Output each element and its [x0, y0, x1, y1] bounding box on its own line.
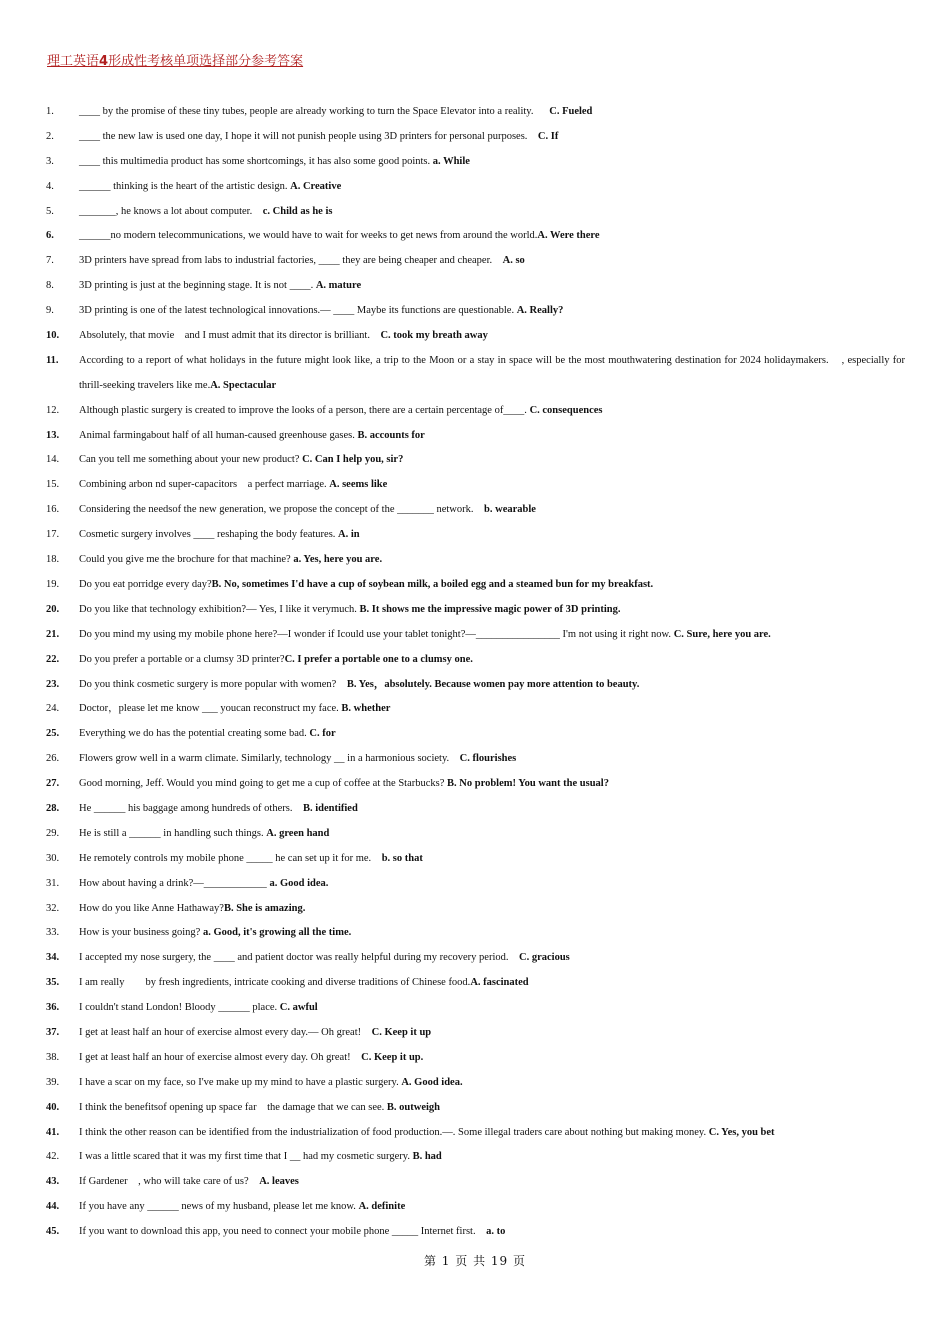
- question-item: [0, 175, 950, 200]
- question-answer: B. No problem! You want the usual?: [447, 778, 609, 790]
- question-answer: C. If: [537, 130, 559, 142]
- question-item: [0, 673, 950, 698]
- question-item: [0, 424, 950, 449]
- question-number: 2.: [46, 130, 54, 142]
- question-number: 35.: [46, 977, 60, 989]
- question-stem: I get at least half an hour of exercise almost every day. Oh great!: [79, 1051, 362, 1063]
- question-number: 26.: [46, 753, 60, 765]
- question-item: [0, 1121, 950, 1146]
- question-stem: I am really by fresh ingredients, intricate cooking and diverse traditions of Chinese food.: [79, 977, 471, 989]
- question-item: [0, 921, 950, 946]
- question-answer: A. Really?: [516, 305, 564, 317]
- question-number: 33.: [46, 927, 60, 939]
- question-answer: A. Creative: [290, 180, 342, 192]
- question-number: 7.: [46, 255, 54, 267]
- question-answer: A. leaves: [259, 1176, 299, 1188]
- question-answer: A. definite: [358, 1201, 406, 1213]
- question-item: [0, 523, 950, 548]
- question-item: [0, 946, 950, 971]
- question-text: [79, 598, 905, 623]
- question-number: 4.: [46, 180, 54, 192]
- question-stem: How is your business going?: [79, 927, 203, 939]
- question-stem: Could you give me the brochure for that machine?: [79, 554, 294, 566]
- question-number: 13.: [46, 429, 60, 441]
- question-item: [0, 125, 950, 150]
- question-number: 1.: [46, 106, 54, 117]
- question-stem: ______ thinking is the heart of the artistic design.: [79, 180, 291, 192]
- question-answer: A. Were there: [537, 230, 600, 242]
- question-item: [0, 200, 950, 225]
- question-text: [79, 722, 905, 747]
- question-number: 21.: [46, 628, 60, 640]
- question-answer: C. Keep it up.: [361, 1051, 424, 1063]
- question-number: 25.: [46, 728, 60, 740]
- question-item: [0, 598, 950, 623]
- question-text: [79, 573, 905, 598]
- question-item: [0, 548, 950, 573]
- question-number: 8.: [46, 280, 54, 292]
- question-answer: C. I prefer a portable one to a clumsy one.: [284, 653, 473, 665]
- question-answer: A. green hand: [266, 827, 330, 839]
- question-stem: He is still a ______ in handling such things.: [79, 827, 267, 839]
- question-answer: C. Keep it up: [371, 1026, 432, 1038]
- question-number: 5.: [46, 205, 54, 217]
- question-answer: a. Good idea.: [269, 877, 329, 889]
- question-item: [0, 1071, 950, 1096]
- question-text: [79, 1071, 905, 1096]
- page-title: [47, 50, 303, 69]
- question-number: 23.: [46, 678, 60, 690]
- question-answer: A. seems like: [329, 479, 388, 491]
- question-item: [0, 349, 950, 399]
- question-number: 19.: [46, 578, 60, 590]
- question-number: 45.: [46, 1226, 60, 1238]
- question-item: [0, 399, 950, 424]
- question-text: [79, 1220, 905, 1245]
- page-footer: [0, 1252, 950, 1269]
- question-answer: B. It shows me the impressive magic power of 3D printing.: [359, 603, 621, 615]
- question-text: [79, 1121, 905, 1146]
- question-text: [79, 125, 905, 150]
- question-stem: Flowers grow well in a warm climate. Similarly, technology __ in a harmonious society.: [79, 753, 460, 765]
- question-text: [79, 349, 905, 399]
- question-number: 37.: [46, 1026, 60, 1038]
- question-stem: I was a little scared that it was my first time that I __ had my cosmetic surgery.: [79, 1151, 413, 1163]
- question-stem: Do you mind my using my mobile phone here?—I wonder if Icould use your tablet tonight?—________________ I'm not using it right now.: [79, 628, 674, 640]
- question-stem: ____ this multimedia product has some shortcomings, it has also some good points.: [79, 155, 433, 167]
- question-stem: Do you think cosmetic surgery is more popular with women?: [79, 678, 347, 690]
- question-number: 39.: [46, 1076, 60, 1088]
- question-text: [79, 971, 905, 996]
- question-number: 6.: [46, 230, 54, 242]
- question-item: [0, 1220, 950, 1245]
- question-item: [0, 697, 950, 722]
- question-answer: C. Fueled: [549, 106, 593, 117]
- question-text: [79, 1145, 905, 1170]
- question-text: [79, 747, 905, 772]
- question-stem: _______, he knows a lot about computer.: [79, 205, 263, 217]
- question-text: [79, 424, 905, 449]
- question-item: [0, 299, 950, 324]
- question-item: [0, 872, 950, 897]
- question-number: 11.: [46, 354, 59, 366]
- question-text: [79, 299, 905, 324]
- question-stem: Absolutely, that movie and I must admit that its director is brilliant.: [79, 330, 381, 342]
- question-number: 20.: [46, 603, 60, 615]
- question-item: [0, 573, 950, 598]
- question-item: [0, 772, 950, 797]
- question-text: [79, 1170, 905, 1195]
- question-text: [79, 772, 905, 797]
- question-answer: A. so: [502, 255, 525, 267]
- question-item: [0, 797, 950, 822]
- question-answer: C. Yes, you bet: [708, 1126, 775, 1138]
- question-number: 9.: [46, 305, 54, 317]
- question-text: [79, 673, 905, 698]
- question-answer: C. for: [309, 728, 336, 740]
- question-number: 42.: [46, 1151, 60, 1163]
- footer-page-number: 1: [441, 1254, 451, 1268]
- question-item: [0, 996, 950, 1021]
- question-stem: Can you tell me something about your new product?: [79, 454, 303, 466]
- question-answer: a. Good, it's growing all the time.: [202, 927, 352, 939]
- question-number: 38.: [46, 1051, 60, 1063]
- question-number: 16.: [46, 504, 60, 516]
- question-answer: B. No, sometimes I'd have a cup of soybean milk, a boiled egg and a steamed bun for my breakfast.: [211, 578, 654, 590]
- question-item: [0, 847, 950, 872]
- question-number: 17.: [46, 529, 60, 541]
- question-stem: Do you eat porridge every day?: [79, 578, 212, 590]
- question-number: 44.: [46, 1201, 60, 1213]
- question-text: [79, 1021, 905, 1046]
- question-number: 32.: [46, 902, 60, 914]
- question-answer: C. took my breath away: [380, 330, 488, 342]
- title-number: 4: [99, 54, 109, 69]
- question-text: [79, 200, 905, 225]
- question-text: [79, 324, 905, 349]
- question-stem: ____ by the promise of these tiny tubes, people are already working to turn the Space Elevator into a reality.: [79, 106, 550, 117]
- question-answer: C. gracious: [519, 952, 570, 964]
- question-item: [0, 1046, 950, 1071]
- question-stem: I think the benefitsof opening up space far the damage that we can see.: [79, 1101, 387, 1113]
- question-text: [79, 946, 905, 971]
- question-number: 28.: [46, 802, 60, 814]
- question-item: [0, 747, 950, 772]
- question-answer: B. Yes，absolutely. Because women pay more attention to beauty.: [346, 678, 640, 690]
- question-item: [0, 897, 950, 922]
- question-number: 29.: [46, 827, 60, 839]
- question-text: [79, 249, 905, 274]
- question-stem: If you have any ______ news of my husband, please let me know.: [79, 1201, 359, 1213]
- question-stem: Although plastic surgery is created to improve the looks of a person, there are a certain percentage of____.: [79, 404, 530, 416]
- question-number: 15.: [46, 479, 60, 491]
- question-stem: I get at least half an hour of exercise almost every day.— Oh great!: [79, 1026, 372, 1038]
- question-number: 12.: [46, 404, 60, 416]
- question-answer: b. so that: [381, 852, 423, 864]
- question-number: 34.: [46, 952, 60, 964]
- question-text: [79, 399, 905, 424]
- question-item: [0, 822, 950, 847]
- question-text: [79, 1096, 905, 1121]
- question-answer: C. Can I help you, sir?: [302, 454, 404, 466]
- question-number: 43.: [46, 1176, 60, 1188]
- question-number: 3.: [46, 155, 54, 167]
- question-item: [0, 448, 950, 473]
- title-prefix: 理工英语: [47, 54, 100, 69]
- question-stem: If you want to download this app, you need to connect your mobile phone _____ Internet first.: [79, 1226, 487, 1238]
- question-text: [79, 100, 905, 125]
- question-stem: Animal farmingabout half of all human-caused greenhouse gases.: [79, 429, 358, 441]
- question-stem: ______no modern telecommunications, we would have to wait for weeks to get news from around the world.: [79, 230, 538, 242]
- question-stem: He ______ his baggage among hundreds of others.: [79, 802, 303, 814]
- question-item: [0, 971, 950, 996]
- question-answer: A. Good idea.: [401, 1076, 463, 1088]
- question-text: [79, 996, 905, 1021]
- question-number: 10.: [46, 330, 60, 342]
- question-stem: 3D printers have spread from labs to industrial factories, ____ they are being cheaper and cheaper.: [79, 255, 503, 267]
- question-item: [0, 623, 950, 648]
- question-number: 30.: [46, 852, 60, 864]
- question-answer: A. Spectacular: [210, 379, 277, 391]
- question-answer: a. to: [486, 1226, 506, 1238]
- question-stem: According to a report of what holidays in the future might look like, a trip to the Moon or a stay in space will be the most mouthwatering destination for 2024 holidaymakers. , especially for thrill-seeking travelers like me.: [79, 354, 905, 391]
- question-item: [0, 648, 950, 673]
- question-text: [79, 648, 905, 673]
- question-item: [0, 150, 950, 175]
- question-stem: Considering the needsof the new generation, we propose the concept of the _______ network.: [79, 504, 485, 516]
- question-stem: I think the other reason can be identified from the industrialization of food production.—. Some illegal traders care about nothing but making money.: [79, 1126, 709, 1138]
- question-answer: B. had: [412, 1151, 442, 1163]
- question-text: [79, 1046, 905, 1071]
- question-answer: B. outweigh: [386, 1101, 440, 1113]
- question-item: [0, 722, 950, 747]
- question-answer: B. identified: [302, 802, 358, 814]
- footer-label-pre: 第: [423, 1254, 437, 1268]
- question-item: [0, 249, 950, 274]
- question-list: [0, 100, 950, 1245]
- question-answer: a. Yes, here you are.: [293, 554, 383, 566]
- question-stem: Good morning, Jeff. Would you mind going to get me a cup of coffee at the Starbucks?: [79, 778, 448, 790]
- question-text: [79, 872, 905, 897]
- question-stem: I accepted my nose surgery, the ____ and patient doctor was really helpful during my recovery period.: [79, 952, 519, 964]
- question-stem: Doctor，please let me know ___ youcan reconstruct my face.: [79, 703, 342, 715]
- question-answer: A. in: [338, 529, 360, 541]
- question-stem: How do you like Anne Hathaway?: [79, 902, 224, 914]
- question-number: 22.: [46, 653, 60, 665]
- question-text: [79, 1195, 905, 1220]
- question-text: [79, 797, 905, 822]
- question-answer: B. accounts for: [357, 429, 425, 441]
- question-text: [79, 150, 905, 175]
- question-answer: C. flourishes: [459, 753, 517, 765]
- question-stem: 3D printing is one of the latest technological innovations.— ____ Maybe its functions are questionable.: [79, 305, 517, 317]
- question-item: [0, 1170, 950, 1195]
- question-stem: Everything we do has the potential creating some bad.: [79, 728, 310, 740]
- question-answer: C. Sure, here you are.: [673, 628, 771, 640]
- question-text: [79, 175, 905, 200]
- question-stem: Cosmetic surgery involves ____ reshaping the body features.: [79, 529, 339, 541]
- footer-total-pages: 19: [490, 1254, 509, 1268]
- question-stem: Combining arbon nd super-capacitors a perfect marriage.: [79, 479, 330, 491]
- footer-label-post: 页: [513, 1254, 527, 1268]
- question-stem: How about having a drink?—____________: [79, 877, 270, 889]
- question-number: 24.: [46, 703, 60, 715]
- question-text: [79, 897, 905, 922]
- question-item: [0, 1145, 950, 1170]
- footer-label-mid: 页 共: [455, 1254, 487, 1268]
- question-answer: A. mature: [315, 280, 362, 292]
- question-answer: c. Child as he is: [262, 205, 333, 217]
- question-answer: B. She is amazing.: [223, 902, 306, 914]
- question-stem: He remotely controls my mobile phone _____ he can set up it for me.: [79, 852, 382, 864]
- question-number: 27.: [46, 778, 60, 790]
- question-item: [0, 498, 950, 523]
- question-item: [0, 224, 950, 249]
- question-item: [0, 1096, 950, 1121]
- question-stem: 3D printing is just at the beginning stage. It is not ____.: [79, 280, 316, 292]
- question-item: [0, 1195, 950, 1220]
- question-text: [79, 448, 905, 473]
- question-item: [0, 100, 950, 125]
- question-number: 40.: [46, 1101, 60, 1113]
- question-text: [79, 498, 905, 523]
- question-answer: b. wearable: [484, 504, 536, 516]
- question-text: [79, 847, 905, 872]
- question-stem: If Gardener , who will take care of us?: [79, 1176, 260, 1188]
- question-number: 36.: [46, 1002, 60, 1014]
- question-stem: I couldn't stand London! Bloody ______ place.: [79, 1002, 280, 1014]
- question-text: [79, 224, 905, 249]
- question-stem: I have a scar on my face, so I've make up my mind to have a plastic surgery.: [79, 1076, 402, 1088]
- question-text: [79, 523, 905, 548]
- question-item: [0, 473, 950, 498]
- question-text: [79, 697, 905, 722]
- question-text: [79, 274, 905, 299]
- question-stem: ____ the new law is used one day, I hope it will not punish people using 3D printers for personal purposes.: [79, 130, 538, 142]
- question-answer: C. awful: [279, 1002, 318, 1014]
- question-text: [79, 623, 905, 648]
- question-item: [0, 1021, 950, 1046]
- question-stem: Do you prefer a portable or a clumsy 3D printer?: [79, 653, 285, 665]
- question-stem: Do you like that technology exhibition?— Yes, I like it verymuch.: [79, 603, 360, 615]
- question-number: 41.: [46, 1126, 60, 1138]
- question-number: 18.: [46, 554, 60, 566]
- question-number: 14.: [46, 454, 60, 466]
- question-item: [0, 274, 950, 299]
- question-answer: B. whether: [341, 703, 391, 715]
- question-text: [79, 822, 905, 847]
- question-answer: A. fascinated: [470, 977, 529, 989]
- question-text: [79, 473, 905, 498]
- question-answer: a. While: [432, 155, 470, 167]
- question-number: 31.: [46, 877, 60, 889]
- question-text: [79, 548, 905, 573]
- question-item: [0, 324, 950, 349]
- question-text: [79, 921, 905, 946]
- question-answer: C. consequences: [529, 404, 603, 416]
- title-suffix: 形成性考核单项选择部分参考答案: [108, 54, 304, 69]
